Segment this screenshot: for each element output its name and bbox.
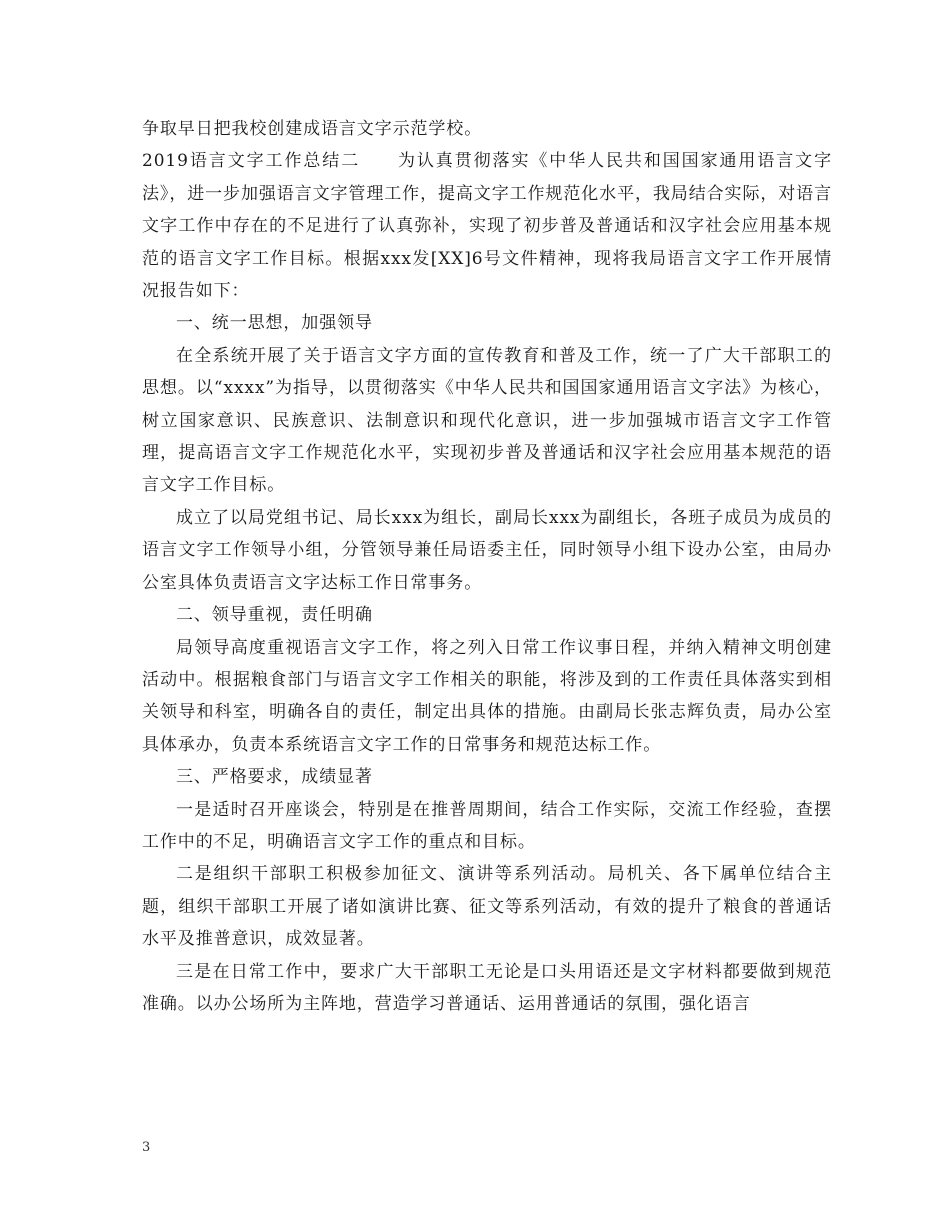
paragraph-4: 成立了以局党组书记、局长xxx为组长，副局长xxx为副组长，各班子成员为成员的语言文字工作领导小组，分管领导兼任局语委主任，同时领导小组下设办公室，由局办公室具体负责语言文字达标工作日常事务。 <box>142 507 832 593</box>
paragraph-1: 争取早日把我校创建成语言文字示范学校。 <box>142 119 483 139</box>
section-heading-3: 三、严格要求，成绩显著 <box>176 767 373 788</box>
section-heading-2: 二、领导重视，责任明确 <box>176 605 373 626</box>
page-number: 3 <box>142 1140 151 1155</box>
paragraph-6: 一是适时召开座谈会，特别是在推普周期间，结合工作实际，交流工作经验，查摆工作中的不足，明确语言文字工作的重点和目标。 <box>142 799 832 852</box>
paragraph-3: 在全系统开展了关于语言文字方面的宣传教育和普及工作，统一了广大干部职工的思想。以“xxxx”为指导，以贯彻落实《中华人民共和国国家通用语言文字法》为核心，树立国家意识、民族意识、法制意识和现代化意识，进一步加强城市语言文字工作管理，提高语言文字工作规范化水平，实现初步普及普通话和汉字社会应用基本规范的语言文字工作目标。 <box>142 345 832 496</box>
paragraph-5: 局领导高度重视语言文字工作，将之列入日常工作议事日程，并纳入精神文明创建活动中。根据粮食部门与语言文字工作相关的职能，将涉及到的工作责任具体落实到相关领导和科室，明确各自的责任，制定出具体的措施。由副局长张志辉负责，局办公室具体承办，负责本系统语言文字工作的日常事务和规范达标工作。 <box>142 637 832 755</box>
section-heading-1: 一、统一思想，加强领导 <box>176 313 373 334</box>
paragraph-8: 三是在日常工作中，要求广大干部职工无论是口头用语还是文字材料都要做到规范准确。以办公场所为主阵地，营造学习普通话、运用普通话的氛围，强化语言 <box>142 961 832 1014</box>
paragraph-7: 二是组织干部职工积极参加征文、演讲等系列活动。局机关、各下属单位结合主题，组织干部职工开展了诸如演讲比赛、征文等系列活动，有效的提升了粮食的普通话水平及推普意识，成效显著。 <box>142 864 832 950</box>
paragraph-2: 2019语言文字工作总结二 为认真贯彻落实《中华人民共和国国家通用语言文字法》，进一步加强语言文字管理工作，提高文字工作规范化水平，我局结合实际，对语言文字工作中存在的不足进行了认真弥补，实现了初步普及普通话和汉字社会应用基本规范的语言文字工作目标。根据xxx发[XX]6号文件精神，现将我局语言文字工作开展情况报告如下： <box>142 151 832 302</box>
document-body <box>142 113 832 1020</box>
